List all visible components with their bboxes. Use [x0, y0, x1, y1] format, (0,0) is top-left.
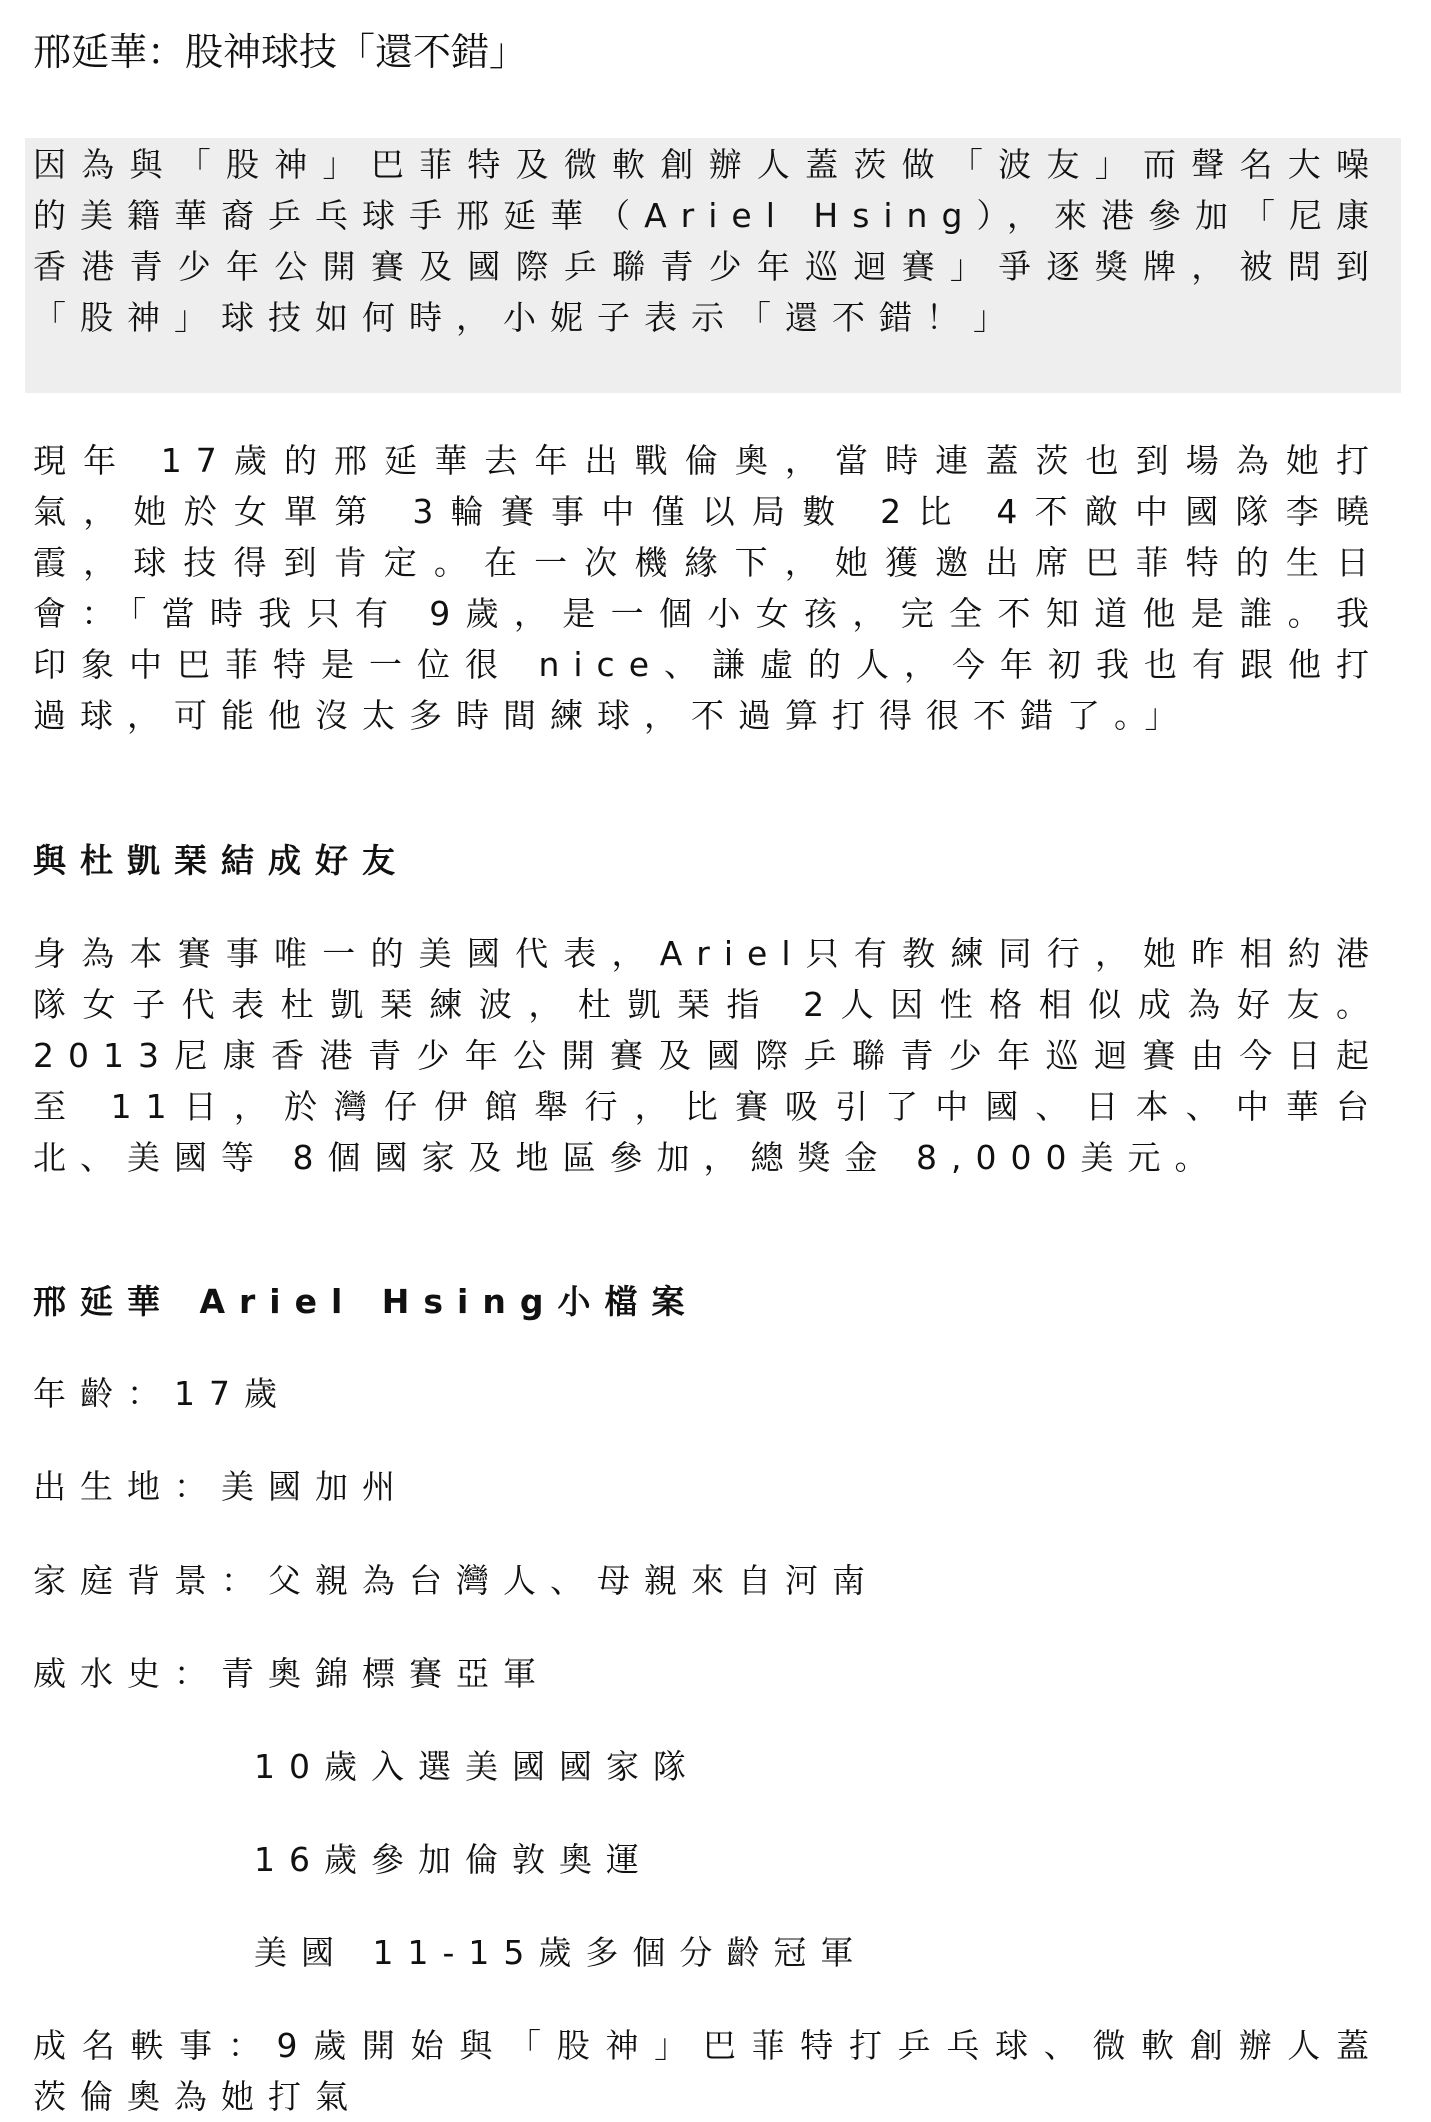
profile-record-item: 美國 11-15歲多個分齡冠軍 — [254, 1933, 868, 1972]
profile-record — [33, 1648, 550, 1699]
profile-age — [33, 1368, 291, 1419]
lede-paragraph: 因為與「股神」巴菲特及微軟創辦人蓋茨做「波友」而聲名大噪的美籍華裔乒乓球手邢延華（Ariel Hsing），來港參加「尼康香港青少年公開賽及國際乒聯青少年巡迴賽」爭逐獎牌，被問到「股神」球技如何時，小妮子表示「還不錯！」 — [33, 145, 1383, 337]
body-paragraph-2: 現年 17歲的邢延華去年出戰倫奧，當時連蓋茨也到場為她打氣，她於女單第 3輪賽事中僅以局數 2比 4不敵中國隊李曉霞，球技得到肯定。在一次機緣下，她獲邀出席巴菲特的生日會：「當時我只有 9歲，是一個小女孩，完全不知道他是誰。我印象中巴菲特是一位很 nice、謙虛的人，今年初我也有跟他打過球，可能他沒太多時間練球，不過算打得很不錯了。」 — [33, 441, 1383, 735]
subheading-friendship: 與杜凱琹結成好友 — [33, 841, 409, 880]
profile-family-label: 家庭背景： — [33, 1561, 268, 1600]
profile-birthplace-value: 美國加州 — [221, 1467, 409, 1506]
profile-family — [33, 1555, 879, 1606]
profile-fame-value: 9歲開始與「股神」巴菲特打乒乓球、微軟創辦人蓋茨倫奧為她打氣 — [33, 2026, 1384, 2116]
profile-birthplace — [33, 1461, 409, 1512]
subheading-profile: 邢延華 Ariel Hsing小檔案 — [33, 1282, 699, 1321]
profile-record-label: 威水史： — [33, 1654, 221, 1693]
profile-fame-label: 成名軼事： — [33, 2026, 277, 2065]
profile-fame — [33, 2020, 1383, 2122]
profile-family-value: 父親為台灣人、母親來自河南 — [268, 1561, 879, 1600]
profile-record-item: 青奧錦標賽亞軍 — [221, 1654, 550, 1693]
body-paragraph-3: 身為本賽事唯一的美國代表，Ariel只有教練同行，她昨相約港隊女子代表杜凱琹練波，杜凱琹指 2人因性格相似成為好友。2013尼康香港青少年公開賽及國際乒聯青少年巡迴賽由今日起至 11日，於灣仔伊館舉行，比賽吸引了中國、日本、中華台北、美國等 8個國家及地區參加，總獎金 8,000美元。 — [33, 934, 1383, 1177]
article-headline: 邢延華：股神球技「還不錯」 — [33, 30, 528, 74]
profile-record-item: 10歲入選美國國家隊 — [254, 1747, 700, 1786]
profile-age-value: 17歲 — [174, 1374, 291, 1413]
profile-birthplace-label: 出生地： — [33, 1467, 221, 1506]
profile-record-item: 16歲參加倫敦奧運 — [254, 1840, 653, 1879]
profile-age-label: 年齡： — [33, 1374, 174, 1413]
